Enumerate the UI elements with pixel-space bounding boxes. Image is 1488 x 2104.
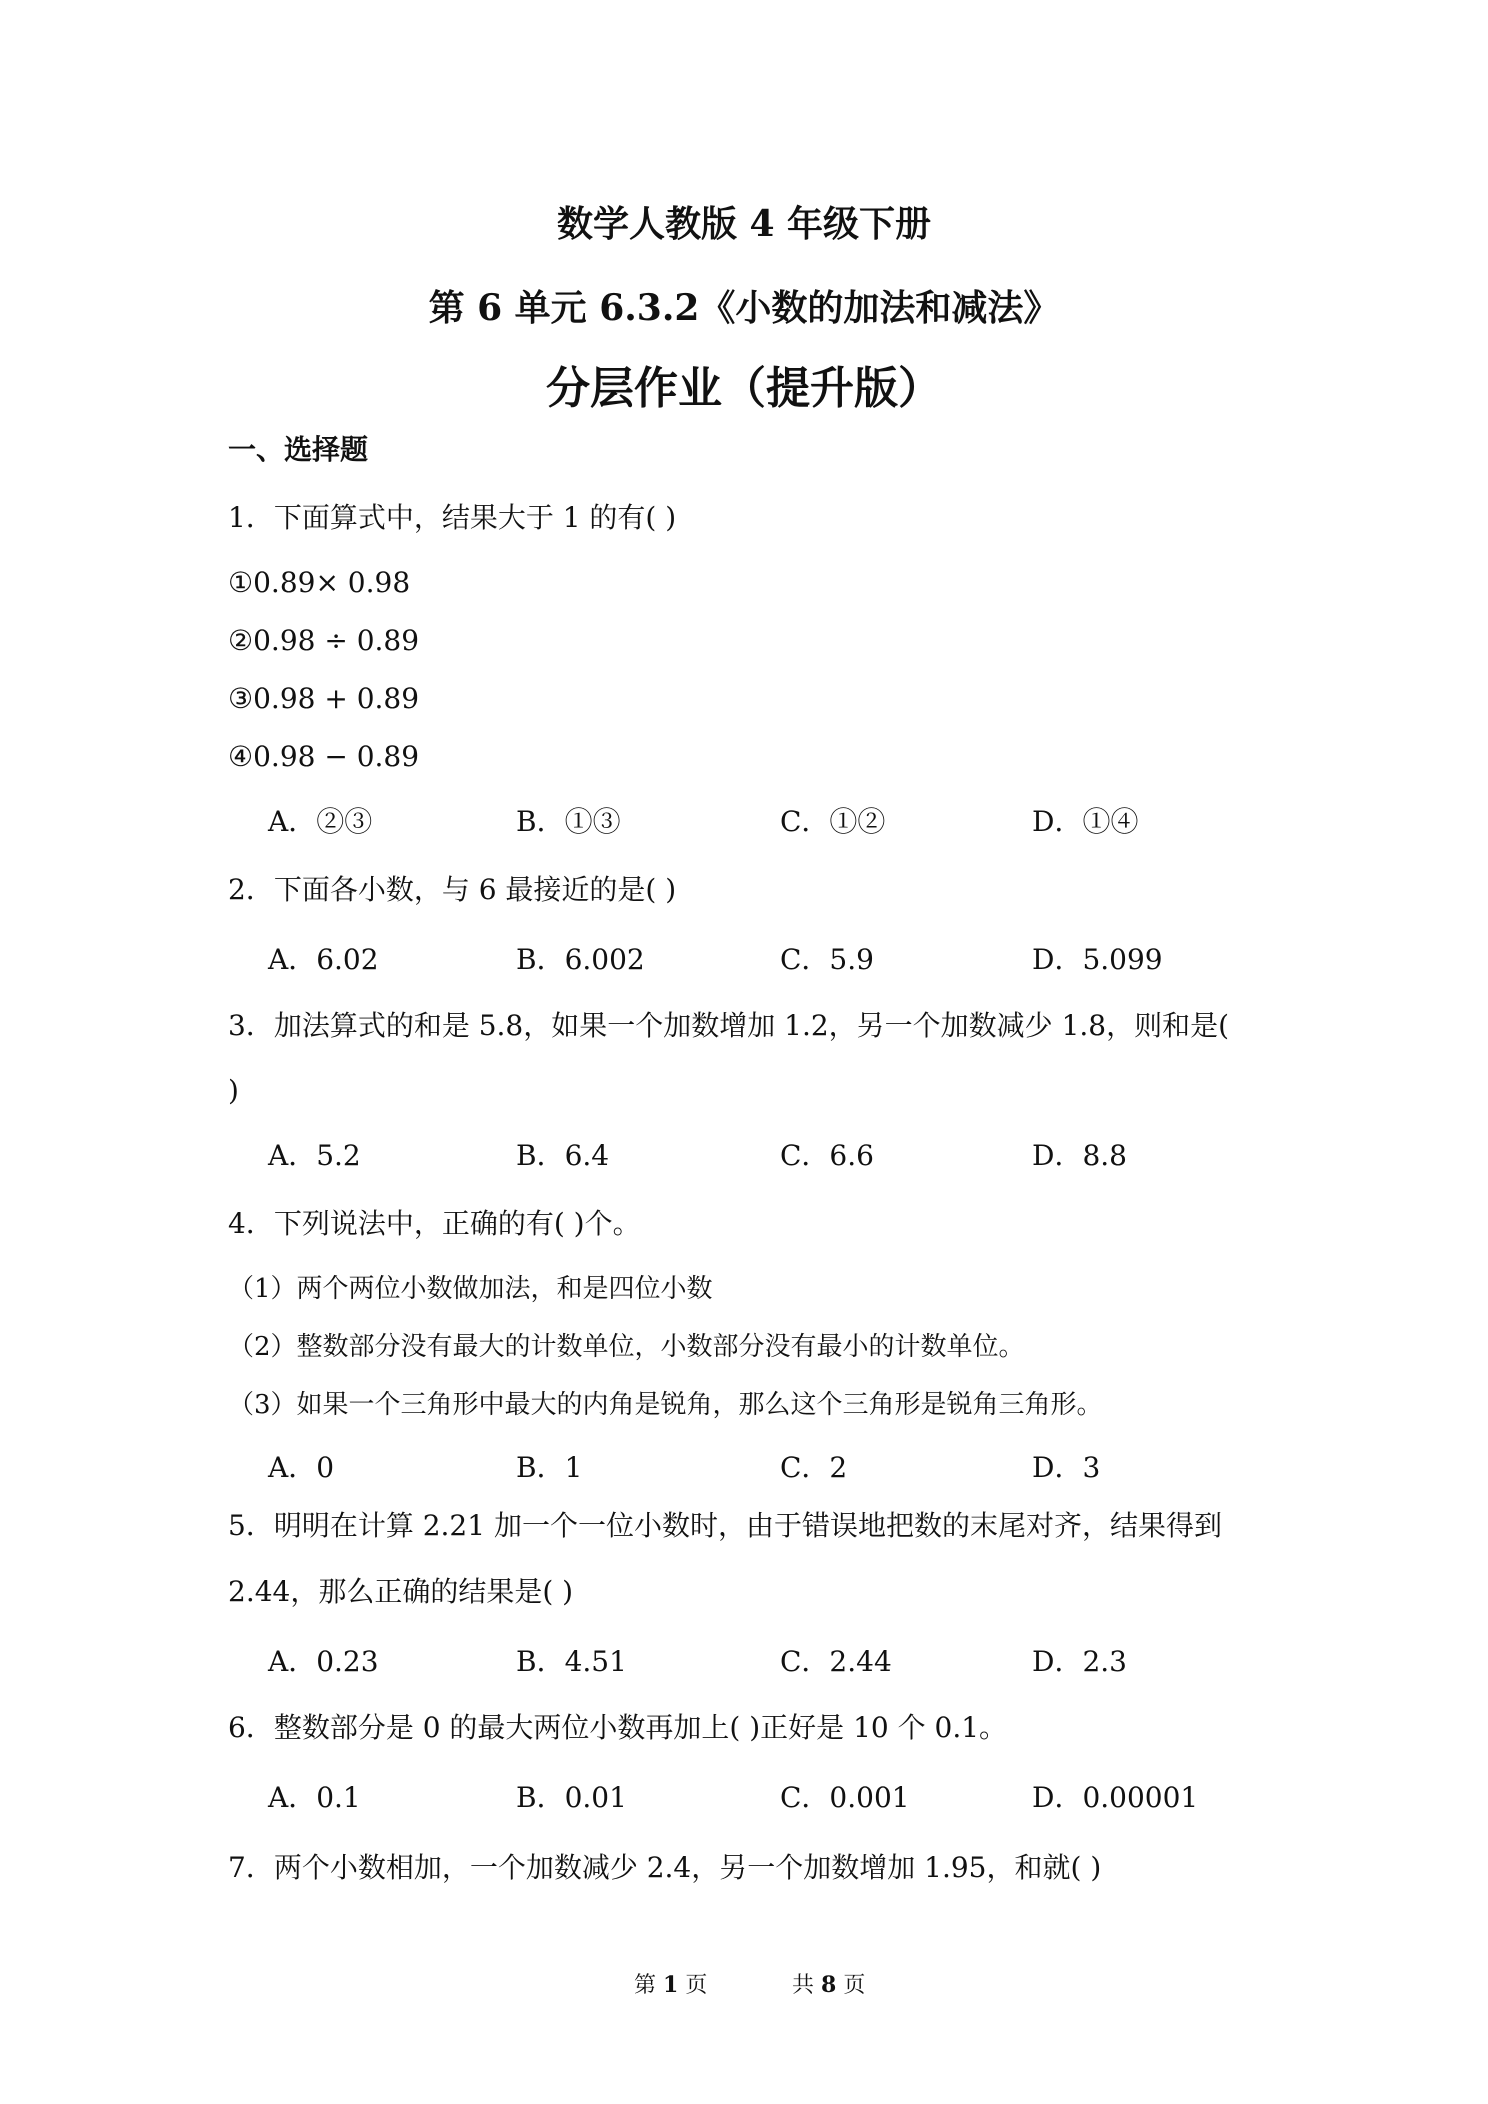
question-4-option-a: A．0 [268, 1451, 335, 1484]
unit-title: 第 6 单元 6.3.2《小数的加法和减法》 [428, 287, 1060, 329]
question-1-item: ②0.98 ÷ 0.89 [228, 624, 420, 657]
question-3-option-d: D．8.8 [1032, 1139, 1127, 1172]
total-suffix: 页 [843, 1973, 866, 1998]
question-7-stem: 7．两个小数相加，一个加数减少 2.4，另一个加数增加 1.95，和就( ) [228, 1851, 1102, 1884]
question-4-statement: （2）整数部分没有最大的计数单位，小数部分没有最小的计数单位。 [228, 1332, 1025, 1362]
question-3-stem-continued: ) [228, 1074, 239, 1107]
question-4-option-c: C．2 [780, 1451, 848, 1484]
question-1-item: ④0.98 − 0.89 [228, 740, 420, 773]
question-1-item: ③0.98 + 0.89 [228, 682, 420, 715]
question-5-stem: 5．明明在计算 2.21 加一个一位小数时，由于错误地把数的末尾对齐，结果得到 [228, 1509, 1222, 1542]
question-3-option-a: A．5.2 [268, 1139, 361, 1172]
page-suffix: 页 [685, 1973, 708, 1998]
question-5-option-b: B．4.51 [516, 1645, 627, 1678]
question-2-stem: 2．下面各小数，与 6 最接近的是( ) [228, 873, 677, 906]
question-1-option-d: D．①④ [1032, 805, 1139, 838]
page-number-value: 1 [663, 1972, 679, 1998]
question-4-stem: 4．下列说法中，正确的有( )个。 [228, 1207, 641, 1240]
question-5-option-a: A．0.23 [268, 1645, 379, 1678]
question-6-option-b: B．0.01 [516, 1781, 627, 1814]
question-2-option-b: B．6.002 [516, 943, 645, 976]
question-5-option-c: C．2.44 [780, 1645, 892, 1678]
page-total-value: 8 [821, 1972, 837, 1998]
question-3-option-c: C．6.6 [780, 1139, 874, 1172]
question-5-option-d: D．2.3 [1032, 1645, 1127, 1678]
question-1-item: ①0.89× 0.98 [228, 566, 411, 599]
question-5-stem-continued: 2.44，那么正确的结果是( ) [228, 1575, 574, 1608]
question-3-stem: 3．加法算式的和是 5.8，如果一个加数增加 1.2，另一个加数减少 1.8，则和是( [228, 1009, 1230, 1042]
question-2-option-c: C．5.9 [780, 943, 874, 976]
question-6-option-c: C．0.001 [780, 1781, 910, 1814]
section-heading: 一、选择题 [228, 433, 369, 466]
question-6-option-a: A．0.1 [268, 1781, 361, 1814]
question-6-option-d: D．0.00001 [1032, 1781, 1199, 1814]
question-4-option-d: D．3 [1032, 1451, 1101, 1484]
question-1-stem: 1．下面算式中，结果大于 1 的有( ) [228, 501, 677, 534]
total-prefix: 共 [792, 1973, 815, 1998]
question-6-stem: 6．整数部分是 0 的最大两位小数再加上( )正好是 10 个 0.1。 [228, 1711, 1008, 1744]
document-title: 数学人教版 4 年级下册 [556, 203, 932, 245]
question-1-option-b: B．①③ [516, 805, 621, 838]
page-prefix: 第 [634, 1973, 657, 1998]
question-3-option-b: B．6.4 [516, 1139, 610, 1172]
question-4-statement: （3）如果一个三角形中最大的内角是锐角，那么这个三角形是锐角三角形。 [228, 1390, 1103, 1420]
page-total [792, 1968, 865, 1999]
page-number [634, 1968, 707, 1999]
question-4-statement: （1）两个两位小数做加法，和是四位小数 [228, 1274, 713, 1304]
homework-title: 分层作业（提升版） [546, 363, 942, 414]
question-1-option-a: A．②③ [268, 805, 373, 838]
question-1-option-c: C．①② [780, 805, 886, 838]
question-4-option-b: B．1 [516, 1451, 583, 1484]
question-2-option-a: A．6.02 [268, 943, 379, 976]
question-2-option-d: D．5.099 [1032, 943, 1163, 976]
